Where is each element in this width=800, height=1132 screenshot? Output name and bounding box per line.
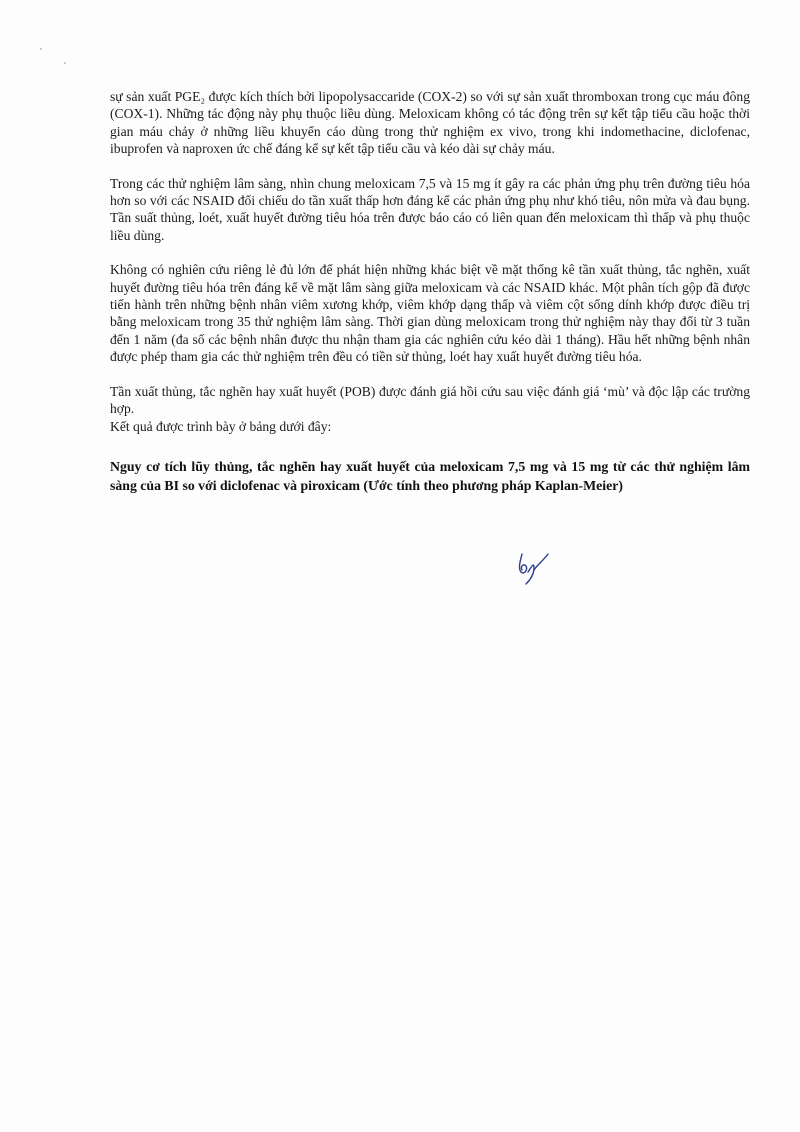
initials-signature-icon xyxy=(512,548,556,588)
table-heading: Nguy cơ tích lũy thủng, tắc nghẽn hay xuất huyết của meloxicam 7,5 mg và 15 mg từ các thử nghiệm lâm sàng của BI so với diclofenac và piroxicam (Ước tính theo phương pháp Kaplan-Meier) xyxy=(110,458,750,493)
document-body xyxy=(110,88,750,509)
paragraph-meta-analysis: Không có nghiên cứu riêng lẻ đủ lớn để phát hiện những khác biệt về mặt thống kê tần xuất thủng, tắc nghẽn, xuất huyết đường tiêu hóa trên đáng kể về mặt lâm sàng giữa meloxicam và các NSAID khác. Một phân tích gộp đã được tiến hành trên những bệnh nhân viêm xương khớp, viêm khớp dạng thấp và viêm cột sống dính khớp được điều trị bằng meloxicam trong 35 thử nghiệm lâm sàng. Thời gian dùng meloxicam trong thử nghiệm này thay đổi từ 3 tuần đến 1 năm (đa số các bệnh nhân được thu nhận tham gia các nghiên cứu kéo dài 1 tháng). Hầu hết những bệnh nhân được phép tham gia các thử nghiệm trên đều có tiền sử thủng, loét hay xuất huyết đường tiêu hóa. xyxy=(110,262,750,365)
paragraph-platelet-effects: sự sản xuất PGE₂ được kích thích bởi lipopolysaccaride (COX-2) so với sự sản xuất thromboxan trong cục máu đông (COX-1). Những tác động này phụ thuộc liều dùng. Meloxicam không có tác động trên sự kết tập tiểu cầu hoặc thời gian máu chảy ở những liều khuyến cáo dùng trong thử nghiệm ex vivo, trong khi indomethacine, diclofenac, ibuprofen và naproxen ức chế đáng kể sự kết tập tiểu cầu và kéo dài sự chảy máu. xyxy=(110,89,750,157)
scan-speck xyxy=(40,48,42,50)
scan-speck xyxy=(64,62,66,64)
paragraph-results-intro: Kết quả được trình bày ở bảng dưới đây: xyxy=(110,418,332,434)
paragraph-pob-assessment: Tần xuất thủng, tắc nghẽn hay xuất huyết (POB) được đánh giá hồi cứu sau việc đánh giá ‘mù’ và độc lập các trường hợp. xyxy=(110,383,750,417)
paragraph-clinical-trials: Trong các thử nghiệm lâm sàng, nhìn chung meloxicam 7,5 và 15 mg ít gây ra các phản ứng phụ trên đường tiêu hóa hơn so với các NSAID đối chiếu do tần xuất thấp hơn đáng kể các phản ứng phụ như khó tiêu, nôn mửa và đau bụng. Tần suất thủng, loét, xuất huyết đường tiêu hóa trên được báo cáo có liên quan đến meloxicam thì thấp và phụ thuộc liều dùng. xyxy=(110,175,750,243)
